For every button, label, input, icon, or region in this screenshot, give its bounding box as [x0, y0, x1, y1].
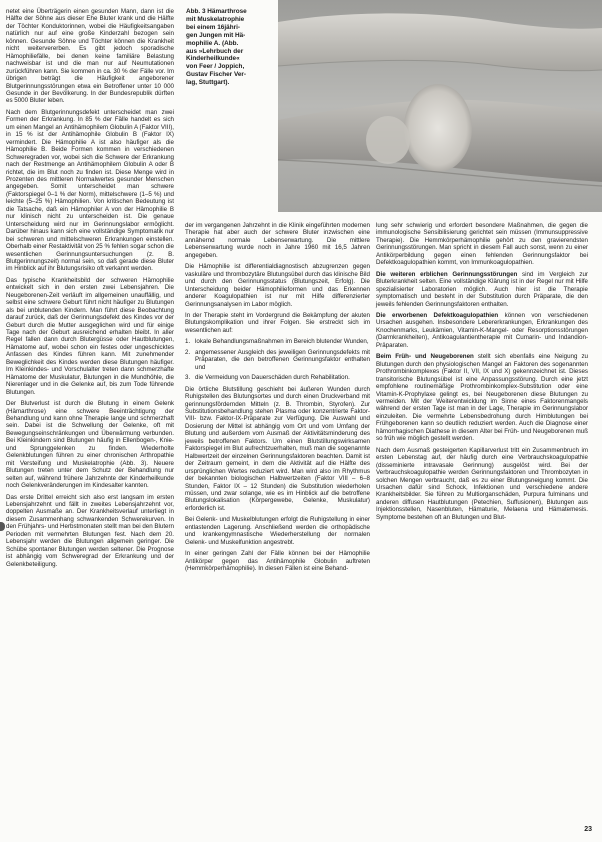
therapy-list-item: 1. lokale Behandlungsmaßnahmen im Bereich blutender Wunden,: [185, 338, 369, 346]
right-paragraph-lead: Beim Früh- und Neugeborenen: [376, 353, 474, 361]
mid-paragraph-intro: der im vergangenen Jahrzehnt in die Klinik eingeführten modernen Therapie hat aber auch der schwere Bluter inzwischen eine annähernd normale Lebenserwartung. Die mittlere Lebenserwartung wurde noch in Jahre 1960 mit 16,5 Jahren angegeben.: [185, 222, 370, 259]
mid-paragraph-diagnosis: Die Hämophilie ist differentialdiagnostisch abzugrenzen gegen vaskuläre und thrombozytäre Blutungsübel durch das klinische Bild und durch den Gerinnungsstatus (Blutungszeit, Erfolg). Die Unterscheidung beider Hämophilieformen und das Erkennen anderer Koagulopathien ist nur mit Hilfe differenzierter Gerinnungsanalysen im Labor möglich.: [185, 263, 370, 308]
right-paragraph: [376, 353, 588, 442]
left-paragraph-3: Das typische Krankheitsbild der schweren Hämophilie entwickelt sich in den ersten zwei Lebensjahren. Die Neugeborenen-Zeit verläuft im allgemeinen unauffällig, und selbst eine schwere Geburt führt nicht häufiger zu Blutungen als bei unblutenden Kindern. Man führt diese Beobachtung darauf zurück, daß der Gerinnungsdefekt des Kindes vor der Geburt durch die Mutter ausgeglichen wird und für einige Tage nach der Geburt ausreichend erhalten bleibt. In aller Regel fallen dann durch Blutergüsse oder Hautblutungen, Hämatome auf, wobei schon ein festes oder ungeschicktes Anfassen des Kindes führen kann. Mit zunehmender Beweglichkeit des Kindes werden diese Blutungen häufiger. Im Kleinkindes- und Vorschulalter treten dann schmerzhafte Hämatome der Muskulatur, Blutungen in die Mundhöhle, die Nierenlager und in die Gelenke auf, bis zum Tode führende Blutungen.: [6, 276, 174, 396]
mid-paragraph-therapy: In der Therapie steht im Vordergrund die Bekämpfung der akuten Blutungskomplikation und ihrer Folgen. Sie erstreckt sich im wesentlichen auf:: [185, 311, 370, 334]
right-paragraph-lead: Die erworbenen Defektkoagulopathien: [376, 311, 499, 319]
caption-line: von Feer / Joppich,: [186, 63, 245, 71]
mid-paragraph-body: Die örtliche Blutstillung geschieht bei äußeren Wunden durch Ruhigstellen des Blutungsortes und durch einen Druckverband mit gerinnungsfördernden Mitteln (z. B. Thrombin, Styrofen). Zur Substitutionsbehandlung stehen Plasma oder konzentrierte Faktor-VIII- bzw. Faktor-IX-Präparate zur Verfügung. Die Auswahl und Dosierung der Mittel ist abhängig vom Ort und vom Umfang der Blutung und außerdem vom Ausmaß der Aktivitätsminderung des jeweils betroffenen Faktors. Um einen Blutstillungswirksamen Faktorspiegel im Blut aufrechtzuerhalten, muß man die sogenannte Halbwertzeit der einzelnen Gerinnungsfaktoren beachten. Damit ist der Zeitraum gemeint, in dem die Aktivität auf die Hälfte des ursprünglichen Wertes reduziert wird. Man wird also im Rhythmus der bekannten biologischen Halbwertzeiten (Faktor VIII – 6–8 Stunden, Faktor IX – 12 Stunden) die Substitution wiederholen müssen, und zwar solange, wie es im Hinblick auf die betroffene Blutungslokalisation (Körpergewebe, Gelenke, Muskulatur) erforderlich ist.: [185, 385, 370, 512]
therapy-item-text: angemessener Ausgleich des jeweiligen Gerinnungsdefekts mit Präparaten, die den betroffenen Gerinnungsfaktor enthalten und: [195, 348, 370, 371]
right-text-column: [376, 222, 588, 525]
binding-marker: [0, 522, 5, 531]
right-paragraph: [376, 271, 588, 308]
mid-paragraph-body: Bei Gelenk- und Muskelblutungen erfolgt die Ruhigstellung in einer entlastenden Lagerung. Anschließend werden die orthopädische und krankengymnastische Wiederherstellung der normalen Gelenk- und Muskelfunktion angestrebt.: [185, 516, 370, 546]
knee-photo-illustration: [278, 0, 602, 212]
therapy-list-item: 2. angemessener Ausgleich des jeweiligen Gerinnungsdefekts mit Präparaten, die den betroffenen Gerinnungsfaktor enthalten und: [185, 348, 370, 371]
right-paragraph-text: stellt sich ebenfalls eine Neigung zu Blutungen durch den physiologischen Mangel an Faktoren des sogenannten Prothrombinkomplexes (Faktor II, VII, IX und X) gekennzeichnet ist. Dieses transitorische Blutungsübel ist eine Anpassungsstörung. Durch eine jetzt empfohlene routinemäßige Prothrombinkomplex-Substitution oder eine Vitamin-K-Prophylaxe gelingt es, bei Neugeborenen diese Blutungen zu vermeiden. Mit der Weiterentwicklung im Sinne eines Faktorenmangels während der ersten Tage ist man in der Lage, Therapie im Gerinnungslabor einzuleiten. Die vermehrte Lebensbedrohung durch Hirnblutungen bei Frühgeborenen kann so deutlich reduziert werden. Auch die Diagnose einer hämorrhagischen Diathese in diesem Alter bei Früh- und Neugeborenen muß so früh wie möglich gestellt werden.: [376, 353, 588, 443]
caption-line: lag, Stuttgart).: [186, 79, 230, 87]
left-text-column: [6, 8, 174, 572]
therapy-list: [185, 338, 370, 381]
right-paragraph: [376, 222, 588, 267]
mid-paragraph-body: In einer geringen Zahl der Fälle können bei der Hämophilie Antikörper gegen das Antihämophile Globulin auftreten (Hemmkörperhämophilie). In diesen Fällen ist eine Behand-: [185, 550, 370, 573]
page-number: 23: [584, 826, 592, 833]
therapy-list-item: 3. die Vermeidung von Dauerschäden durch Rehabilitation.: [185, 374, 350, 382]
caption-line: mit Muskelatrophie: [186, 15, 245, 23]
left-paragraph-1: netet eine Überträgerin einen gesunden Mann, dann ist die Hälfte der Söhne aus dieser Ehe Bluter krank und die Hälfte der Töchter Konduktorinnen, wobei die Häufigkeitsangaben natürlich nur auf eine große Kinderzahl bezogen sein können. Gesunde Söhne und Töchter können die Krankheit nicht weitervererben. Es gibt jedoch sporadische Hämophiliefälle, bei denen keine familiäre Belastung nachweisbar ist und die man nur auf Neumutationen zurückführen kann. Sie kommen in ca. 30 % der Fälle vor. Im übrigen beträgt die Häufigkeit angeborener Blutgerinnungsstörungen etwa ein Betroffener unter 10 000 Gesunde in der Bevölkerung. In der Bundesrepublik dürften es 5000 Bluter leben.: [6, 8, 174, 105]
caption-line: aus »Lehrbuch der: [186, 47, 244, 55]
caption-line: Gustav Fischer Ver-: [186, 71, 247, 79]
knee-photograph: [278, 0, 602, 212]
caption-line: bei einem 16jähri-: [186, 23, 240, 31]
right-paragraph-text: lung sehr schwierig und erfordert besondere Maßnahmen, die gegen die immunologische Sensibilisierung gerichtet sein müssen (Immunsuppressive Therapie). Die Hemmkörperhämophilie gehört zu den gravierendsten Gerinnungsstörungen. Man spricht in diesem Fall auch sonst, wenn zu einer Antikörperbildung gegen einen fehlenden Gerinnungsfaktor bei Defektkoagulopathien kommt, von Immunkoagulopathien.: [376, 222, 588, 267]
right-paragraph-text: können von verschiedenen Ursachen ausgehen. Insbesondere Lebererkrankungen, Erkrankungen des Knochenmarks, Leukämien, Vitamin-K-Mangel- oder Resorptionsstörungen (Darmkrankheiten), Antikoagulantientherapie mit Cumarin- und Indandion-Präparaten.: [376, 311, 588, 349]
right-paragraph-text: sind im Vergleich zur Bluterkrankheit selten. Eine vollständige Klärung ist in der Regel nur mit Hilfe spezialisierter Laboratorien möglich. Auch hier ist die Therapie symptomatisch und besteht in der Substitution durch Präparate, die den jeweils fehlenden Gerinnungsfaktoren enthalten.: [376, 270, 588, 308]
therapy-item-text: die Vermeidung von Dauerschäden durch Rehabilitation.: [195, 374, 350, 382]
right-paragraph: [376, 447, 588, 522]
right-paragraph-lead: Die weiteren erblichen Gerinnungsstörungen: [376, 270, 518, 278]
left-paragraph-2: Nach dem Blutgerinnungsdefekt unterscheidet man zwei Formen der Erkrankung. In 85 % der Fälle handelt es sich um einen Mangel an Antihämophilem Globulin A (Faktor VIII), in 15 % ist der Antihämophile Globulin B (Faktor IX) vermindert. Die Hämophilie A ist also häufiger als die Hämophilie B. Beide Formen kommen in verschiedenen Schweregraden vor, wobei sich die Schwere der Erkrankung nach der Restmenge an Antihämophilem Globulin A oder B richtet, die im Blut noch zu finden ist. Diese Menge wird in Prozenten des mittleren Normalwertes gesunder Menschen angegeben. Somit unterscheidet man schwere (Faktorspiegel 0–1 % der Norm), mittelschwere (1–5 %) und leichte (5–25 %) Hämophilien. Von kritischen Bedeutung ist die Tatsache, daß ein Hämophiler A von der Hämophilie B nur klinisch nicht zu unterscheiden ist. Die genaue Unterscheidung wird nur im Gerinnungslabor ermöglicht. Darüber hinaus kann sich eine vollständige Symptomatik nur bei schweren und mittelschweren Erkrankungen einstellen. Oberhalb einer Restaktivität von 25 % fehlen sogar schon die wesentlichen Gerinnungsuntersuchungen (z. B. Blutgerinnungszeit) normal sein, so daß gerade diese Bluter im Hinblick auf ihr Blutungsrisiko oft verkannt werden.: [6, 108, 174, 273]
therapy-item-text: lokale Behandlungsmaßnahmen im Bereich blutender Wunden,: [195, 338, 369, 346]
left-paragraph-4: Der Blutverlust ist durch die Blutung in einem Gelenk (Hämarthrose) eine schwere Beeinträchtigung der Behandlung und kann ohne Therapie lange und schmerzhaft sein. Dabei ist die Schwellung der Gelenke, oft mit Bewegungseinschränkungen und Überwärmung verbunden. Bei Kleinkindern sind Blutungen häufig in Ellenbogen-, Knie- und Sprunggelenken zu finden. Wiederholte Gelenkblutungen führen zu einer chronischen Arthropathie mit Versteifung und Muskelatrophie (Abb. 3). Neuere Blutungen treten unter dem Schutz der Behandlung nur selten auf, während frühere Jahrzehnte der Kinderheilkunde noch Gelenkveränderungen im Kindesalter kannten.: [6, 400, 174, 490]
caption-line: mophilie A. (Abb.: [186, 39, 239, 47]
left-paragraph-5: Das erste Drittel erreicht sich also erst langsam im ersten Lebensjahrzehnt und fällt in zweites Lebensjahrzehnt vor, doppelten Ausmaße an. Der Krankheitsverlauf unterliegt in diesem Zusammenhang schwankenden Schwerekurven. In den Frühjahrs- und Herbstmonaten stellt man bei den Blutern Perioden mit vermehrten Blutungen fest. Nach dem 20. Lebensjahr werden die Blutungen allgemein geringer. Die Schübe spontaner Blutungen werden seltener. Die Prognose ist abhängig vom Schweregrad der Erkrankung und der Gelenkbeteiligung.: [6, 493, 174, 568]
caption-line: gen Jungen mit Hä-: [186, 31, 246, 39]
right-paragraph-text: Nach dem Ausmaß gesteigerten Kapillarverlust tritt ein Zusammenbruch im ersten Lebenstag auf, der häufig durch eine Verbrauchskoagulopathie (disseminierte intravasale Gerinnung) ausgelöst wird. Bei der Verbrauchskoagulopathie werden Gerinnungsfaktoren und Thrombozyten in solchen Mengen verbraucht, daß es zu einer Blutungsneigung kommt. Die Ursachen dafür sind Schock, Infektionen und verschiedene andere Krankheitsbilder. Sie führen zu Multiorganschäden, Purpura fulminans und anderen diffusen Hautblutungen (Petechien, Suffusionen), Blutungen aus Injektionsstellen, Nasenbluten, Hämaturie, Melaena und Hämatemesis. Symptome bestehen oft an Blutungen und Blut-: [376, 446, 588, 521]
figure-caption: [186, 8, 276, 87]
caption-line: Abb. 3 Hämarthrose: [186, 8, 247, 15]
middle-text-column: [185, 222, 370, 576]
right-paragraph: [376, 312, 588, 349]
caption-line: Kinderheilkunde«: [186, 55, 240, 63]
